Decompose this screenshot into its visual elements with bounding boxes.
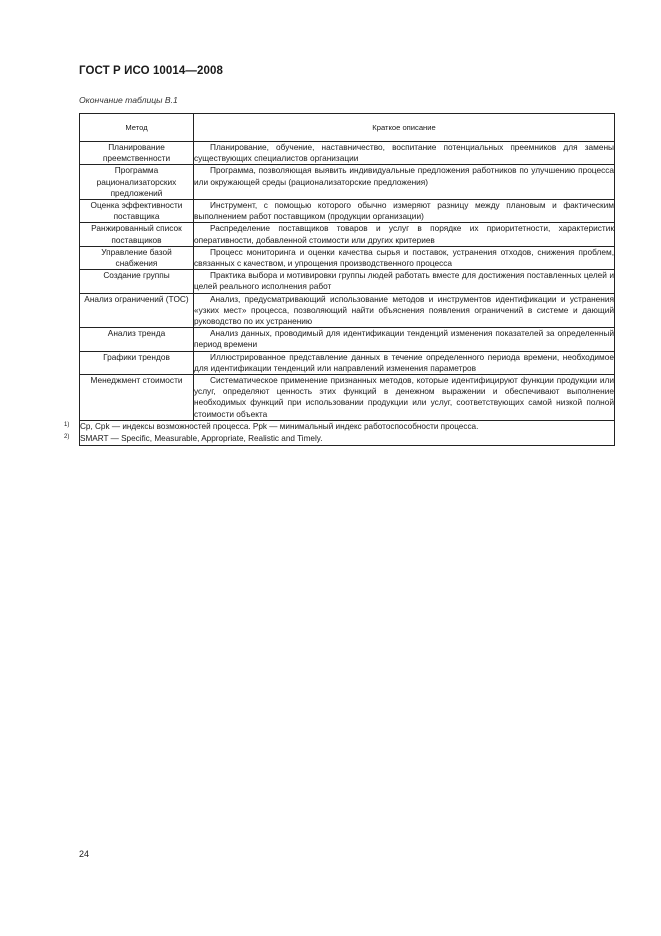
description-cell (194, 293, 615, 328)
description-text: Практика выбора и мотивировки группы людей работать вместе для достижения поставленных целей и целей реального исполнения работ (194, 270, 614, 292)
footnote-1-text: Cp, Cpk — индексы возможностей процесса. Ppk — минимальный индекс работоспособности процесса. (80, 421, 479, 431)
method-cell: Планирование преемственности (80, 142, 194, 165)
description-cell (194, 142, 615, 165)
table-notes (64, 420, 615, 445)
description-cell (194, 165, 615, 200)
footnote-1 (64, 421, 614, 433)
description-cell (194, 270, 615, 293)
description-column-header: Краткое описание (194, 114, 615, 142)
description-text: Процесс мониторинга и оценки качества сырья и поставок, устранения отходов, снижения проблем, связанных с качеством, и упрощения производственного процесса (194, 246, 614, 269)
method-cell: Графики трендов (80, 351, 194, 374)
table-row (80, 293, 615, 328)
footnote-2-mark: 2) (64, 433, 70, 440)
method-cell: Менеджмент стоимости (80, 375, 194, 421)
table-row (80, 246, 615, 269)
table-row (80, 328, 615, 351)
description-cell (194, 328, 615, 351)
table-header-row (80, 114, 615, 142)
method-cell: Оценка эффективности поставщика (80, 200, 194, 223)
description-text: Распределение поставщиков товаров и услуг в порядке их приоритетности, характеристик оперативности, добавленной стоимости или других критериев (194, 223, 614, 245)
footnote-1-mark: 1) (64, 421, 70, 428)
method-cell: Управление базой снабжения (80, 246, 194, 269)
methods-table (64, 113, 615, 446)
method-column-header: Метод (80, 114, 194, 142)
table-row (80, 270, 615, 293)
notes-row (80, 420, 615, 445)
description-text: Систематическое применение признанных методов, которые идентифицируют функции продукции или услуг, определяют ценность этих функций в денежном выражении и обеспечивают выполнение необходимых функций при использовании продукции или услуг, соответствующих самой низкой полной стоимости объекта (194, 375, 614, 419)
description-text: Программа, позволяющая выявить индивидуальные предложения работников по улучшению процесса или окружающей среды (рационализаторские предложения) (194, 165, 614, 187)
description-cell (194, 200, 615, 223)
description-text: Анализ, предусматривающий использование методов и инструментов идентификации и устранения «узких мест» процесса, позволяющий найти объяснения появления ограничений в системе и дающий руководство по их устранению (194, 293, 614, 327)
table-row (80, 351, 615, 374)
method-cell: Создание группы (80, 270, 194, 293)
table-caption: Окончание таблицы В.1 (79, 95, 178, 105)
footnote-2-text: SMART — Specific, Measurable, Appropriate, Realistic and Timely. (80, 433, 323, 443)
method-cell: Ранжированный список поставщиков (80, 223, 194, 246)
table-row (80, 200, 615, 223)
document-code: ГОСТ Р ИСО 10014—2008 (79, 65, 224, 77)
table-row (80, 375, 615, 421)
footnote-2 (64, 433, 614, 445)
method-cell: Анализ тренда (80, 328, 194, 351)
description-text: Анализ данных, проводимый для идентификации тенденций изменения показателей за определенный период времени (194, 328, 614, 350)
table-row (80, 223, 615, 246)
description-cell (194, 223, 615, 246)
description-cell (194, 246, 615, 269)
table-row (80, 142, 615, 165)
table-row (80, 165, 615, 200)
description-text: Иллюстрированное представление данных в течение определенного периода времени, необходимое для идентификации тенденций или направлений изменения параметров (194, 351, 614, 373)
table-body (80, 142, 615, 421)
description-text: Инструмент, с помощью которого обычно измеряют разницу между плановым и фактическим выполнением работ поставщиком (продукции организации) (194, 200, 614, 222)
method-cell: Программа рационализаторских предложений (80, 165, 194, 200)
method-cell: Анализ ограничений (TOC) (80, 293, 194, 328)
description-cell (194, 375, 615, 421)
page-number: 24 (79, 849, 90, 859)
description-cell (194, 351, 615, 374)
description-text: Планирование, обучение, наставничество, воспитание потенциальных преемников для замены существующих специалистов организации (194, 142, 614, 164)
